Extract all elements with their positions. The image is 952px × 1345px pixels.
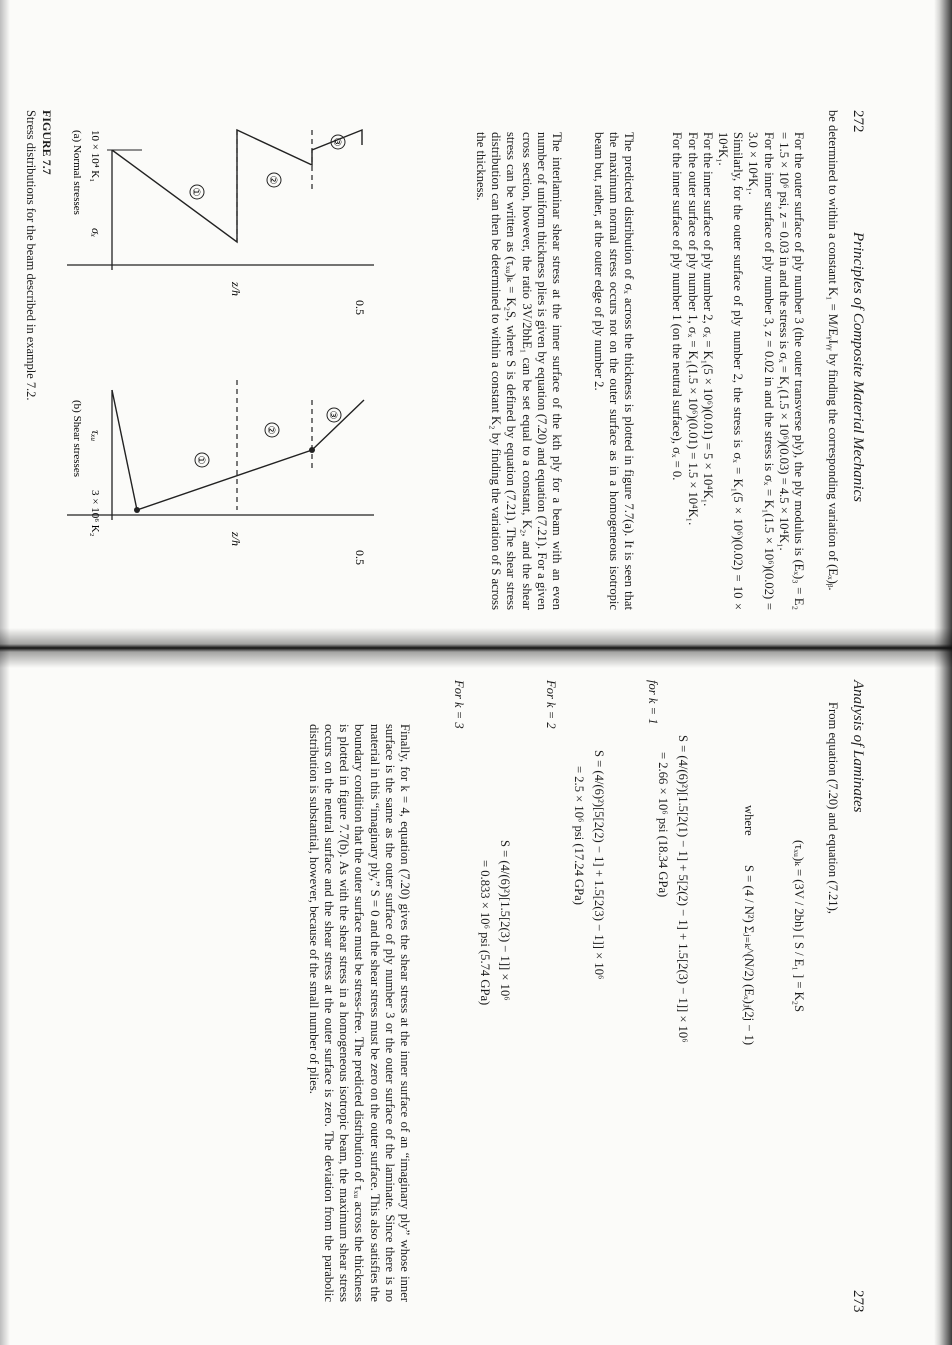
ply-stresses-block — [669, 110, 806, 610]
caption-a: (a) Normal stresses — [71, 130, 83, 215]
ply-2-label-a: ② — [267, 175, 278, 185]
ply-3-label-a: ③ — [331, 137, 342, 147]
k3-result: = 0.833 × 10⁶ psi (5.74 GPa) — [478, 860, 492, 1006]
ply3-inner-text: For the inner surface of ply number 3, z = 0.02 in and the stress is σₓ = K₁(1.5 × 10⁶)(0.02) = 3.0 × 10⁴K₁. — [746, 132, 776, 610]
y-axis-label-a: z/h — [229, 282, 243, 297]
k2-label: For k = 2 — [544, 680, 558, 729]
k3-equation: S = (4/(6)²)[1.5[2(3) − 1]] × 10⁶ — [498, 840, 512, 1001]
ply1-outer-text: For the outer surface of ply number 1, σₓ = K₁(1.5 × 10⁶)(0.01) = 1.5 × 10⁴K₁. — [685, 132, 700, 526]
k3-label: For k = 3 — [452, 680, 466, 729]
sigma-x-profile — [112, 130, 362, 242]
intro-paragraph: be determined to within a constant K₁ = M/EᵧIᵧᵧ by finding the corresponding variation of (Eₓ)ᵦ. — [826, 110, 840, 591]
ply-2-label-b: ② — [265, 425, 276, 435]
where-label: where — [742, 805, 756, 836]
right-page — [0, 660, 952, 1345]
x-axis-label-a: σₓ — [89, 228, 103, 238]
point-k3-b — [309, 447, 315, 453]
x-axis-label-b: τₓᵤ — [89, 430, 103, 442]
ply1-inner-text: For the inner surface of ply number 1 (on the neutral surface), σₓ = 0. — [670, 132, 685, 481]
page-number-left: 272 — [850, 110, 866, 133]
left-page — [0, 0, 952, 640]
figure-title: FIGURE 7.7 — [40, 110, 54, 175]
equation-shear-main: (τₓᵤ)ₖ = (3V / 2bh) [ S / E₁ ] = K₂S — [792, 840, 806, 1013]
point-k1-b — [134, 507, 140, 513]
predicted-distribution-paragraph: The predicted distribution of σₓ across the thickness is plotted in figure 7.7(a). It is seen that the maximum normal stress occurs not on the outer surface as in a homogeneous isotropic beam but, rather, at the outer edge of ply number 2. — [591, 132, 636, 610]
tau-profile — [112, 390, 364, 510]
running-head-right: Analysis of Laminates — [850, 680, 866, 813]
k1-result: = 2.66 × 10⁶ psi (18.34 GPa) — [656, 752, 670, 898]
k2-result: = 2.5 × 10⁶ psi (17.24 GPa) — [572, 766, 586, 905]
equation-S-definition: S = (4 / N²) Σⱼ₌ₖ^(N/2) (Eₓ)ⱼ(2j − 1) — [742, 865, 756, 1046]
k1-equation: S = (4/(6)²)[1.5[2(1) − 1] + 5[2(2) − 1] + 1.5[2(3) − 1]] × 10⁶ — [676, 735, 690, 1043]
ply-1-label-a: ① — [190, 187, 201, 197]
shear-stress-paragraph: The interlaminar shear stress at the inner surface of the kth ply for a beam with an even number of uniform thickness plies is given by equation (7.20) and equation (7.21). For a given cross section, however, the ratio 3V/2bhE₁ can be set equal to a constant, K₂, and the shear stress can be written as (τₓᵤ)ₖ = K₂S, where S is defined by equation (7.21). The shear stress distribution can then be determined to within a constant K₂ by finding the variation of S across the thickness. — [473, 132, 564, 610]
ply2-inner-text: For the inner surface of ply number 2, σₓ = K₁(5 × 10⁶)(0.01) = 5 × 10⁴K₁. — [700, 132, 715, 507]
ply3-outer-text: For the outer surface of ply number 3 (the outer transverse ply), the ply modulus is (Eₓ)₃ = E₂ = 1.5 × 10⁶ psi, z = 0.03 in and the stress is σₓ = K₁(1.5 × 10⁶)(0.03) = 4.5 × 10⁴K₁. — [776, 132, 806, 610]
y-axis-label-b: z/h — [229, 532, 243, 547]
y-top-label-b: 0.5 — [353, 550, 367, 565]
figure-7-7a-normal-stresses — [62, 110, 392, 350]
ply2-outer-text: Similarly, for the outer surface of ply number 2, the stress is σₓ = K₁(5 × 10⁶)(0.02) = 10 × 10⁴K₁. — [715, 132, 746, 610]
y-top-label-a: 0.5 — [353, 300, 367, 315]
k2-equation: S = (4/(6)²)[5[2(2) − 1] + 1.5[2(3) − 1]] × 10⁶ — [592, 750, 606, 980]
k1-label: for k = 1 — [646, 680, 660, 725]
right-intro: From equation (7.20) and equation (7.21), — [826, 702, 840, 914]
figure-7-7b-shear-stresses — [62, 360, 392, 620]
x-value-label-b: 3 × 10⁶ K₂ — [89, 490, 101, 537]
ply-1-label-b: ① — [195, 455, 206, 465]
page-number-right: 273 — [850, 1290, 866, 1313]
figure-caption: Stress distributions for the beam described in example 7.2. — [24, 110, 38, 401]
ply-3-label-b: ③ — [327, 410, 338, 420]
final-paragraph: Finally, for k = 4, equation (7.20) gives the shear stress at the inner surface of an “imaginary ply” whose inner surface is the same as the outer surface of ply number 3 or the outer surface of the laminate. Since there is no material in this “imaginary ply,” S = 0 and the shear stress must be zero on the outer surface. This also satisfies the boundary condition that the outer surface must be stress-free. The predicted distribution of τₓᵤ across the thickness is plotted in figure 7.7(b). As with the shear stress in a homogeneous isotropic beam, the maximum shear stress occurs on the neutral surface and the shear stress at the outer surface is zero. The deviation from the parabolic distribution is substantial, however, because of the small number of plies. — [306, 724, 412, 1302]
running-head-left: Principles of Composite Material Mechanics — [850, 232, 866, 502]
caption-b: (b) Shear stresses — [71, 400, 83, 477]
x-value-label-a: 10 × 10⁴ K₁ — [89, 130, 101, 183]
